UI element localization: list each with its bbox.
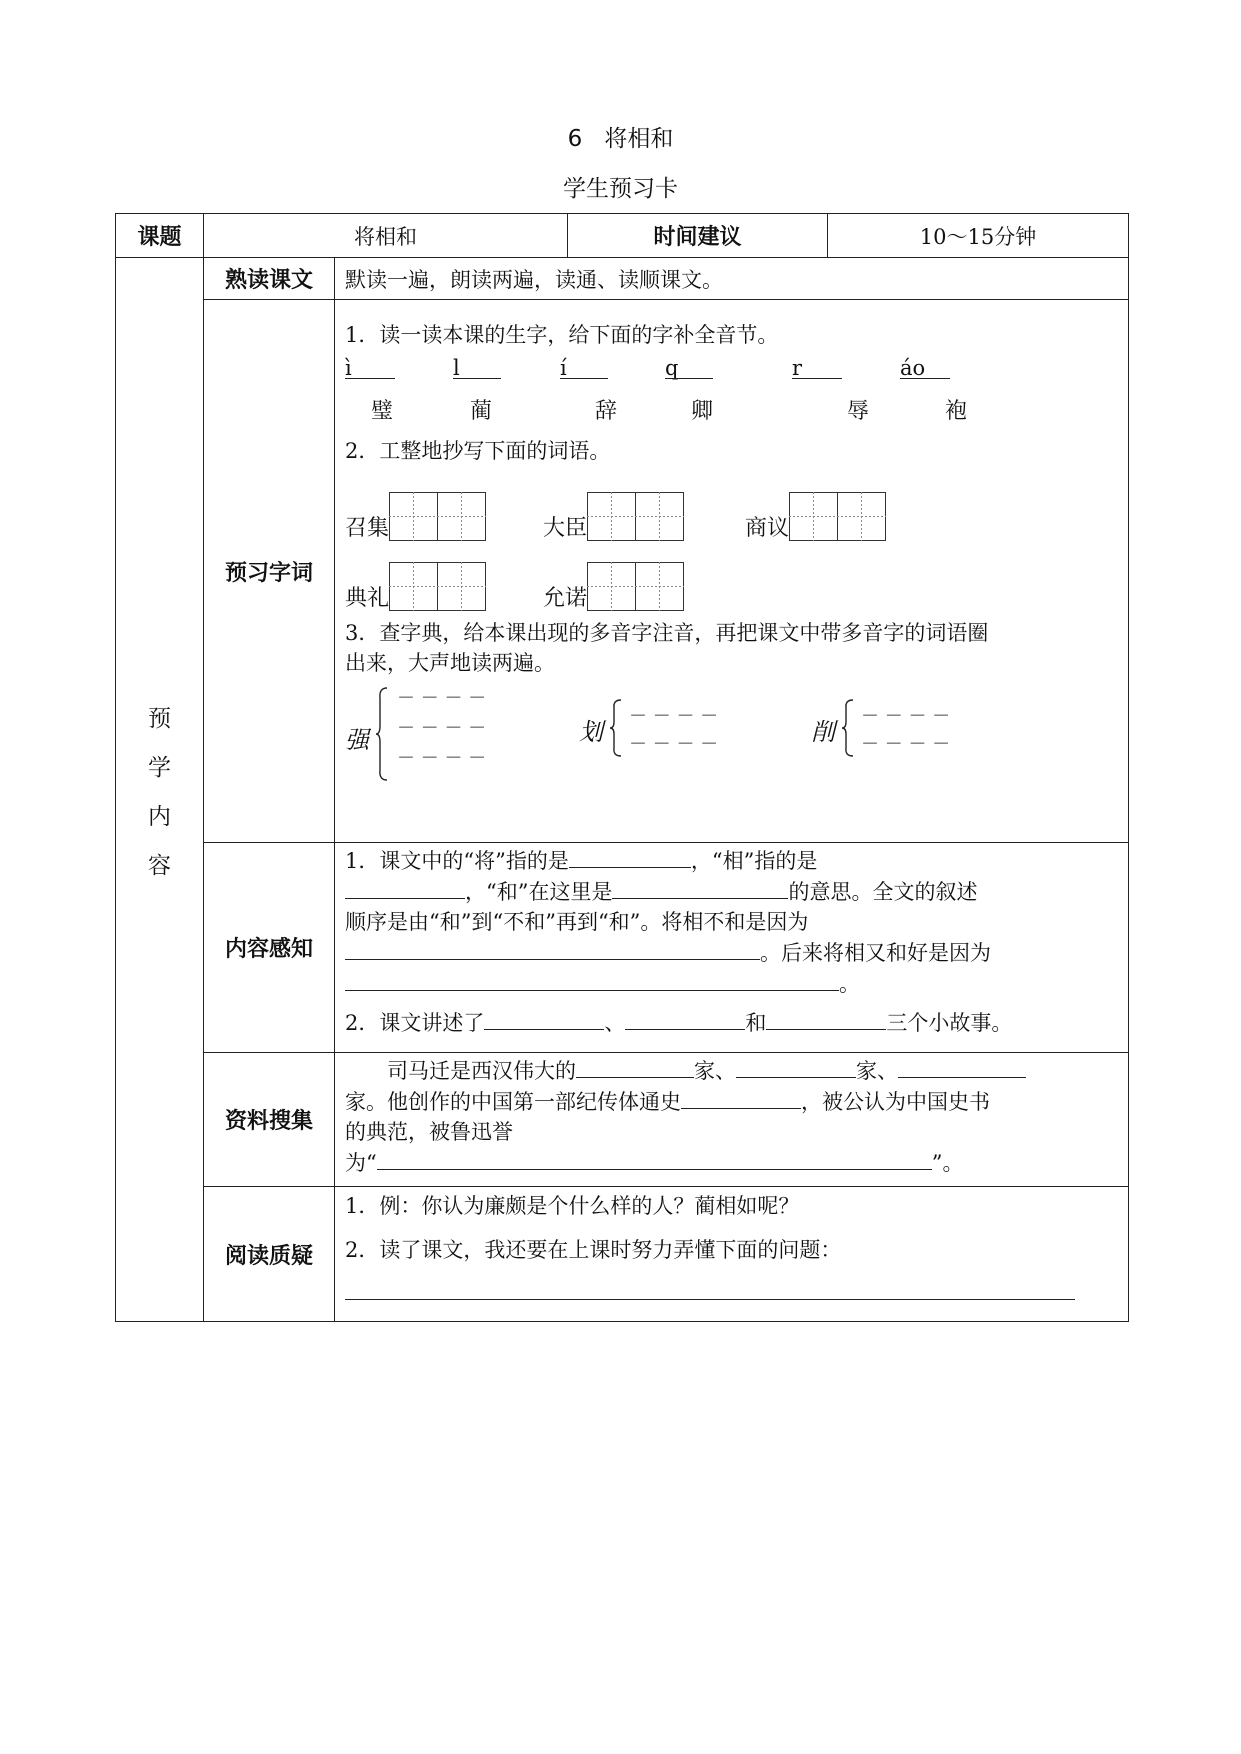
writing-grid xyxy=(587,562,685,612)
research-line-4: 为“ ”。 xyxy=(345,1147,1118,1178)
questions-q2: 2．读了课文，我还要在上课时努力弄懂下面的问题： xyxy=(345,1238,842,1262)
questions-row xyxy=(116,1187,1129,1322)
perception-line-4: 。后来将相又和好是因为 xyxy=(345,937,1118,968)
time-label: 时间建议 xyxy=(568,214,828,258)
writing-grid xyxy=(389,492,487,542)
research-line-3: 的典范，被鲁迅誉 xyxy=(345,1120,513,1144)
chars-row: 璧 蔺 辞 卿 辱 袍 xyxy=(371,399,968,424)
perception-line-1: 1．课文中的“将”指的是 ，“相”指的是 xyxy=(345,845,1118,876)
pinyin-row: ì l í q r áo xyxy=(345,356,1118,394)
preview-q1: 1．读一读本课的生字，给下面的字补全音节。 xyxy=(345,323,779,347)
card-title: 学生预习卡 xyxy=(563,176,678,202)
writing-grid xyxy=(789,492,887,542)
questions-label: 阅读质疑 xyxy=(204,1187,335,1322)
word-grid-row-1 xyxy=(345,472,1118,542)
research-label: 资料搜集 xyxy=(204,1053,335,1187)
side-label: 预 学 内 容 xyxy=(148,705,171,879)
perception-line-2: ，“和”在这里是 的意思。全文的叙述 xyxy=(345,876,1118,907)
perception-content xyxy=(335,843,1129,1053)
reading-row xyxy=(116,258,1129,300)
preview-label: 预习字词 xyxy=(204,300,335,843)
research-line-2: 家。他创作的中国第一部纪传体通史 ，被公认为中国史书 xyxy=(345,1086,1118,1117)
perception-row xyxy=(116,843,1129,1053)
perception-line-3: 顺序是由“和”到“不和”再到“和”。将相不和是因为 xyxy=(345,910,809,934)
research-content xyxy=(335,1053,1129,1187)
side-label-cell xyxy=(116,258,204,1322)
perception-label: 内容感知 xyxy=(204,843,335,1053)
word-dianli: 典礼 xyxy=(345,586,390,611)
word-zhaoji: 召集 xyxy=(345,516,390,541)
preview-row xyxy=(116,300,1129,843)
word-yunnuo: 允诺 xyxy=(543,586,588,611)
lesson-heading xyxy=(0,120,1241,153)
word-shangyi: 商议 xyxy=(745,516,790,541)
word-dachen: 大臣 xyxy=(543,516,588,541)
lesson-number: 6 xyxy=(567,126,583,152)
reading-label: 熟读课文 xyxy=(204,258,335,300)
preview-card-table xyxy=(115,213,1129,1322)
writing-grid xyxy=(587,492,685,542)
topic-label: 课题 xyxy=(116,214,204,258)
reading-text: 默读一遍，朗读两遍，读通、读顺课文。 xyxy=(335,258,1129,300)
polyphone-xiao: 削 － － － － － － － － xyxy=(811,694,971,764)
research-row xyxy=(116,1053,1129,1187)
polyphone-qiang: 强 － － － － － － － － － － － － xyxy=(345,684,505,784)
questions-q1: 1．例：你认为廉颇是个什么样的人？蔺相如呢？ xyxy=(345,1194,800,1218)
word-grid-row-2 xyxy=(345,542,1118,612)
polyphone-hua: 划 － － － － － － － － xyxy=(579,694,739,764)
preview-content xyxy=(335,300,1129,843)
research-line-1: 司马迁是西汉伟大的 家、 家、 xyxy=(345,1055,1118,1086)
preview-q2: 2．工整地抄写下面的词语。 xyxy=(345,439,611,463)
preview-q3-line1: 3．查字典，给本课出现的多音字注音，再把课文中带多音字的词语圈 xyxy=(345,621,989,645)
topic-row xyxy=(116,214,1129,258)
writing-grid xyxy=(389,562,487,612)
lesson-title: 将相和 xyxy=(604,126,674,152)
polyphone-row xyxy=(345,684,1118,784)
preview-q3-line2: 出来，大声地读两遍。 xyxy=(345,651,555,675)
topic-value: 将相和 xyxy=(204,214,568,258)
perception-q2: 2．课文讲述了 、 和 三个小故事。 xyxy=(345,1007,1118,1038)
perception-line-5: 。 xyxy=(345,968,1118,999)
questions-content xyxy=(335,1187,1129,1322)
time-value: 10～15分钟 xyxy=(828,214,1129,258)
questions-answer-line xyxy=(345,1277,1118,1308)
